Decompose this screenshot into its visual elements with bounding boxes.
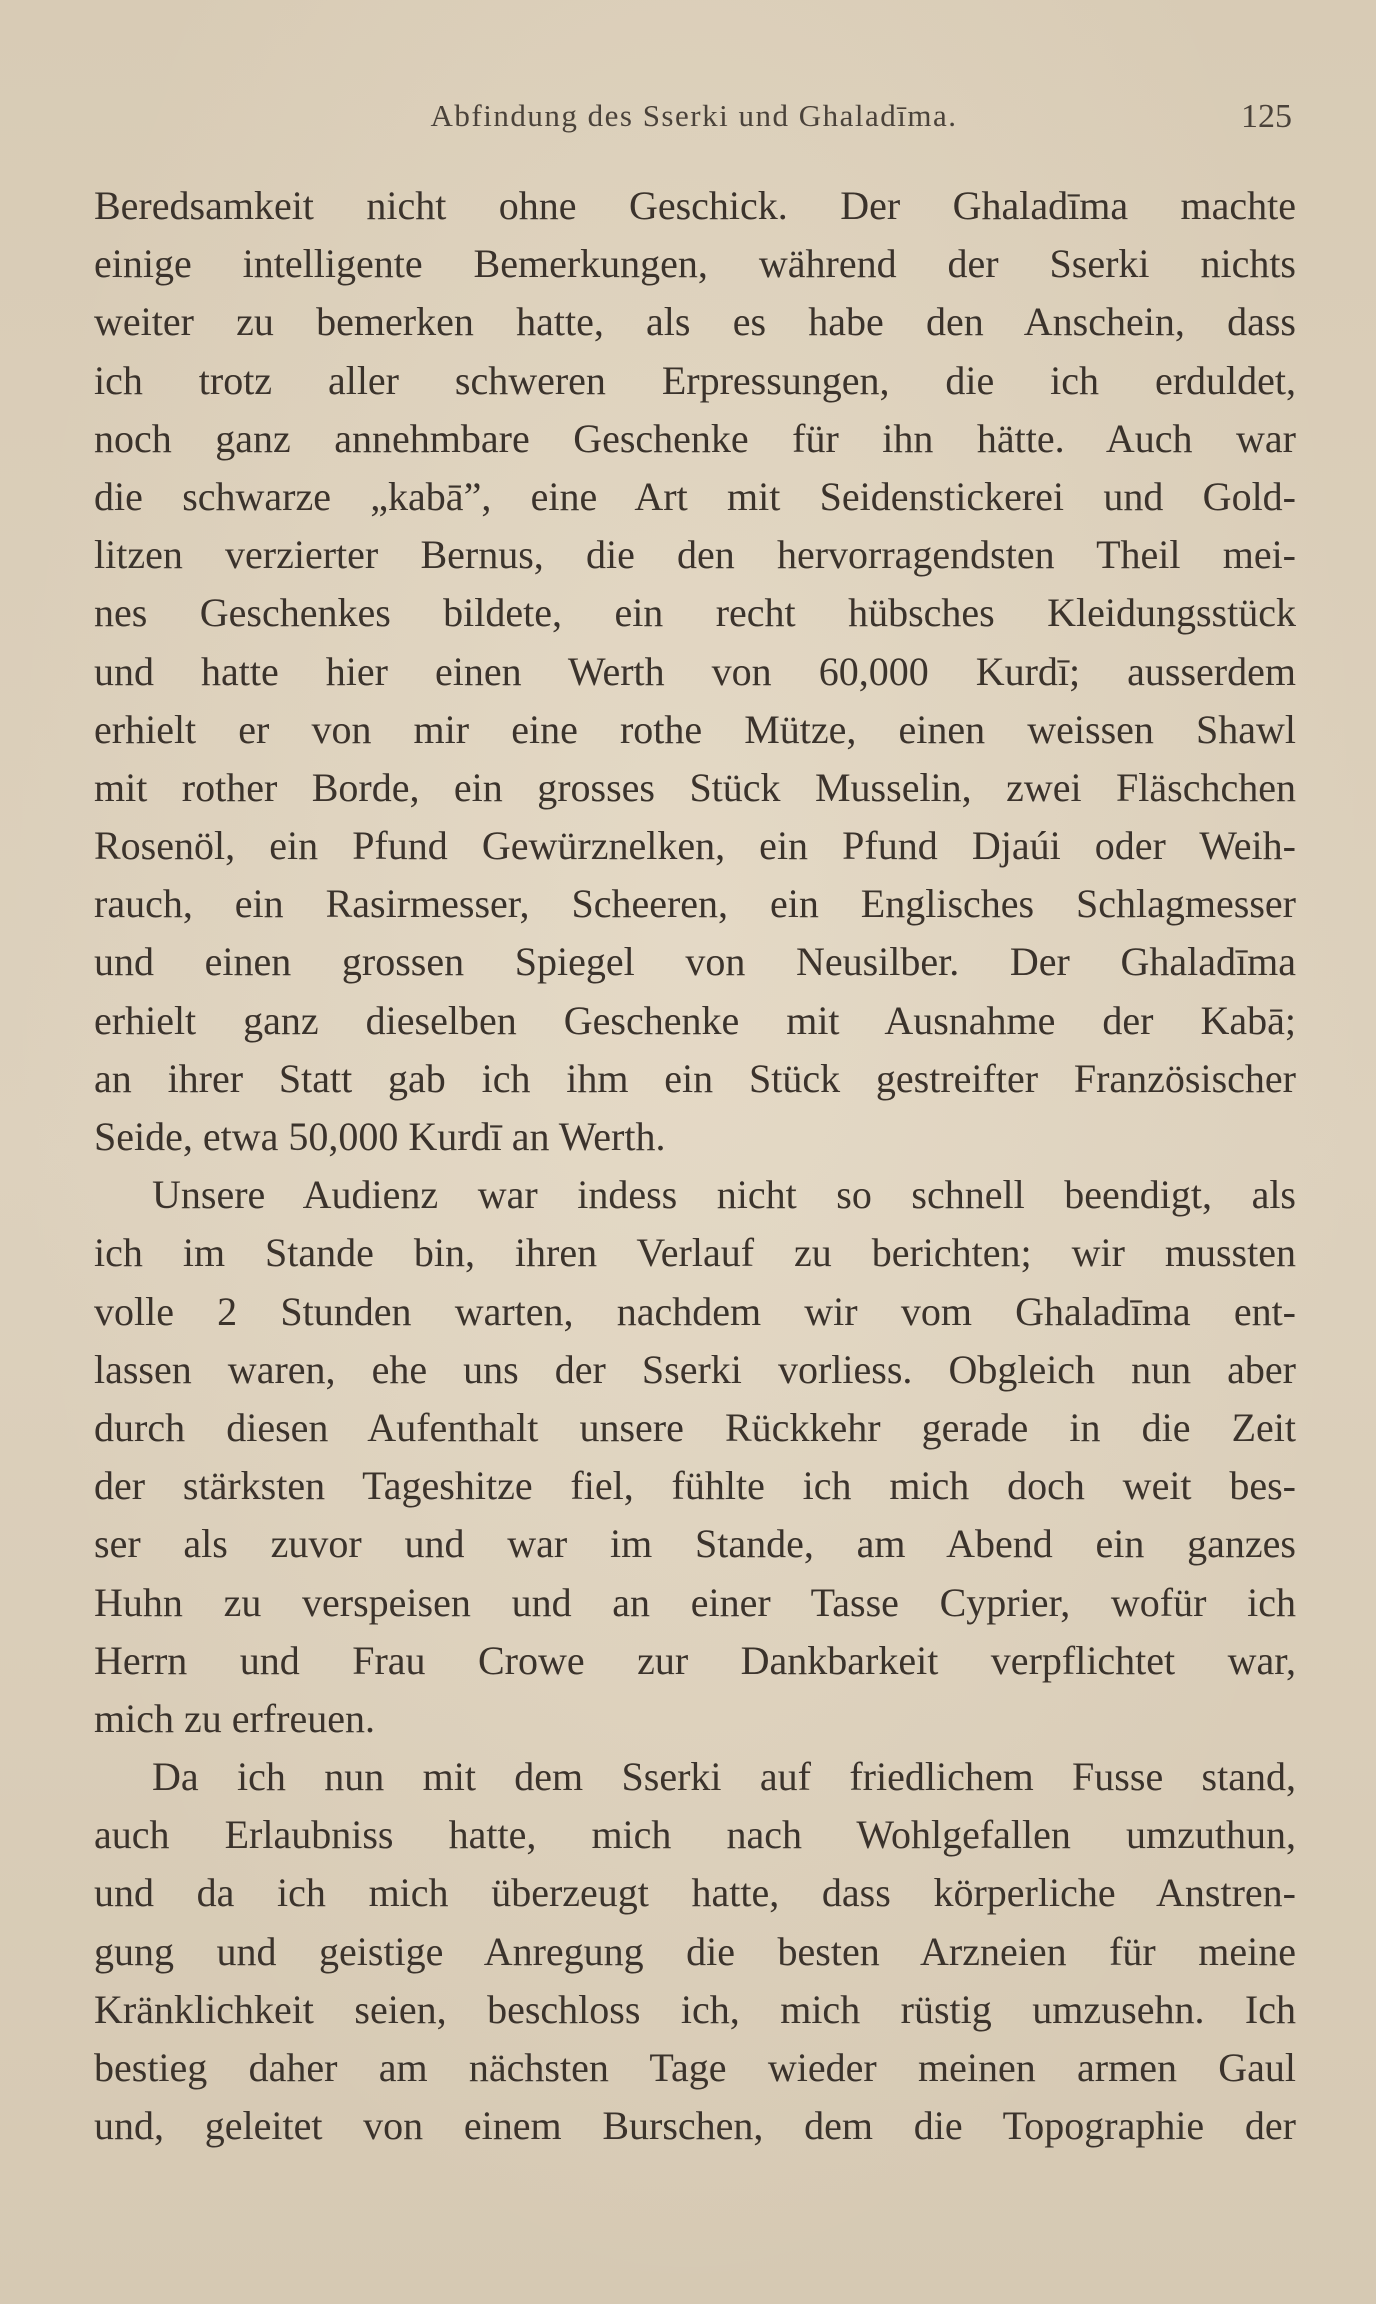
page-number: 125 (1241, 98, 1292, 135)
text-line: auch Erlaubniss hatte, mich nach Wohlgefallen umzuthun, (94, 1812, 1296, 1858)
text-line: bestieg daher am nächsten Tage wieder meinen armen Gaul (94, 2045, 1296, 2090)
text-line: und, geleitet von einem Burschen, dem die Topographie der (94, 2103, 1296, 2149)
text-line: litzen verzierter Bernus, die den hervorragendsten Theil mei- (94, 532, 1296, 578)
text-line: Unsere Audienz war indess nicht so schnell beendigt, als (152, 1172, 1296, 1218)
body-text (94, 177, 1296, 2155)
text-line: Rosenöl, ein Pfund Gewürznelken, ein Pfund Djaúi oder Weih- (94, 823, 1296, 869)
text-line: gung und geistige Anregung die besten Arzneien für meine (94, 1928, 1296, 1974)
text-line: rauch, ein Rasirmesser, Scheeren, ein Englisches Schlagmesser (94, 881, 1296, 927)
text-line: die schwarze „kabā”, eine Art mit Seidenstickerei und Gold- (94, 473, 1296, 519)
text-line: noch ganz annehmbare Geschenke für ihn hätte. Auch war (94, 415, 1296, 461)
text-line: erhielt er von mir eine rothe Mütze, einen weissen Shawl (94, 706, 1296, 752)
text-line: und einen grossen Spiegel von Neusilber. Der Ghaladīma (94, 939, 1296, 985)
text-line: Huhn zu verspeisen und an einer Tasse Cyprier, wofür ich (94, 1579, 1296, 1625)
text-line: ich im Stande bin, ihren Verlauf zu berichten; wir mussten (94, 1230, 1296, 1276)
text-line: der stärksten Tageshitze fiel, fühlte ich mich doch weit bes- (94, 1463, 1296, 1509)
text-line: volle 2 Stunden warten, nachdem wir vom Ghaladīma ent- (94, 1288, 1296, 1334)
text-line: an ihrer Statt gab ich ihm ein Stück gestreifter Französischer (94, 1055, 1296, 1101)
text-line: Beredsamkeit nicht ohne Geschick. Der Ghaladīma machte (94, 183, 1296, 228)
text-line: einige intelligente Bemerkungen, während der Sserki nichts (94, 241, 1296, 287)
text-line: lassen waren, ehe uns der Sserki vorliess. Obgleich nun aber (94, 1346, 1296, 1392)
running-title: Abfindung des Sserki und Ghaladīma. (430, 98, 958, 133)
text-line: weiter zu bemerken hatte, als es habe den Anschein, dass (94, 299, 1296, 345)
text-line: und hatte hier einen Werth von 60,000 Kurdī; ausserdem (94, 648, 1296, 694)
text-line: und da ich mich überzeugt hatte, dass körperliche Anstren- (94, 1870, 1296, 1916)
text-line: ser als zuvor und war im Stande, am Abend ein ganzes (94, 1521, 1296, 1567)
text-line: mit rother Borde, ein grosses Stück Musselin, zwei Fläschchen (94, 764, 1296, 810)
text-line: durch diesen Aufenthalt unsere Rückkehr gerade in die Zeit (94, 1404, 1296, 1450)
text-line: Herrn und Frau Crowe zur Dankbarkeit verpflichtet war, (94, 1637, 1296, 1683)
running-head (96, 98, 1292, 142)
text-line: Da ich nun mit dem Sserki auf friedlichem Fusse stand, (152, 1754, 1296, 1800)
text-line: ich trotz aller schweren Erpressungen, die ich erduldet, (94, 357, 1296, 403)
text-line: Kränklichkeit seien, beschloss ich, mich rüstig umzusehn. Ich (94, 1986, 1296, 2032)
text-line: erhielt ganz dieselben Geschenke mit Ausnahme der Kabā; (94, 997, 1296, 1043)
text-line: mich zu erfreuen. (94, 1695, 375, 1741)
text-line: nes Geschenkes bildete, ein recht hübsches Kleidungsstück (94, 590, 1296, 636)
text-line: Seide, etwa 50,000 Kurdī an Werth. (94, 1114, 666, 1159)
